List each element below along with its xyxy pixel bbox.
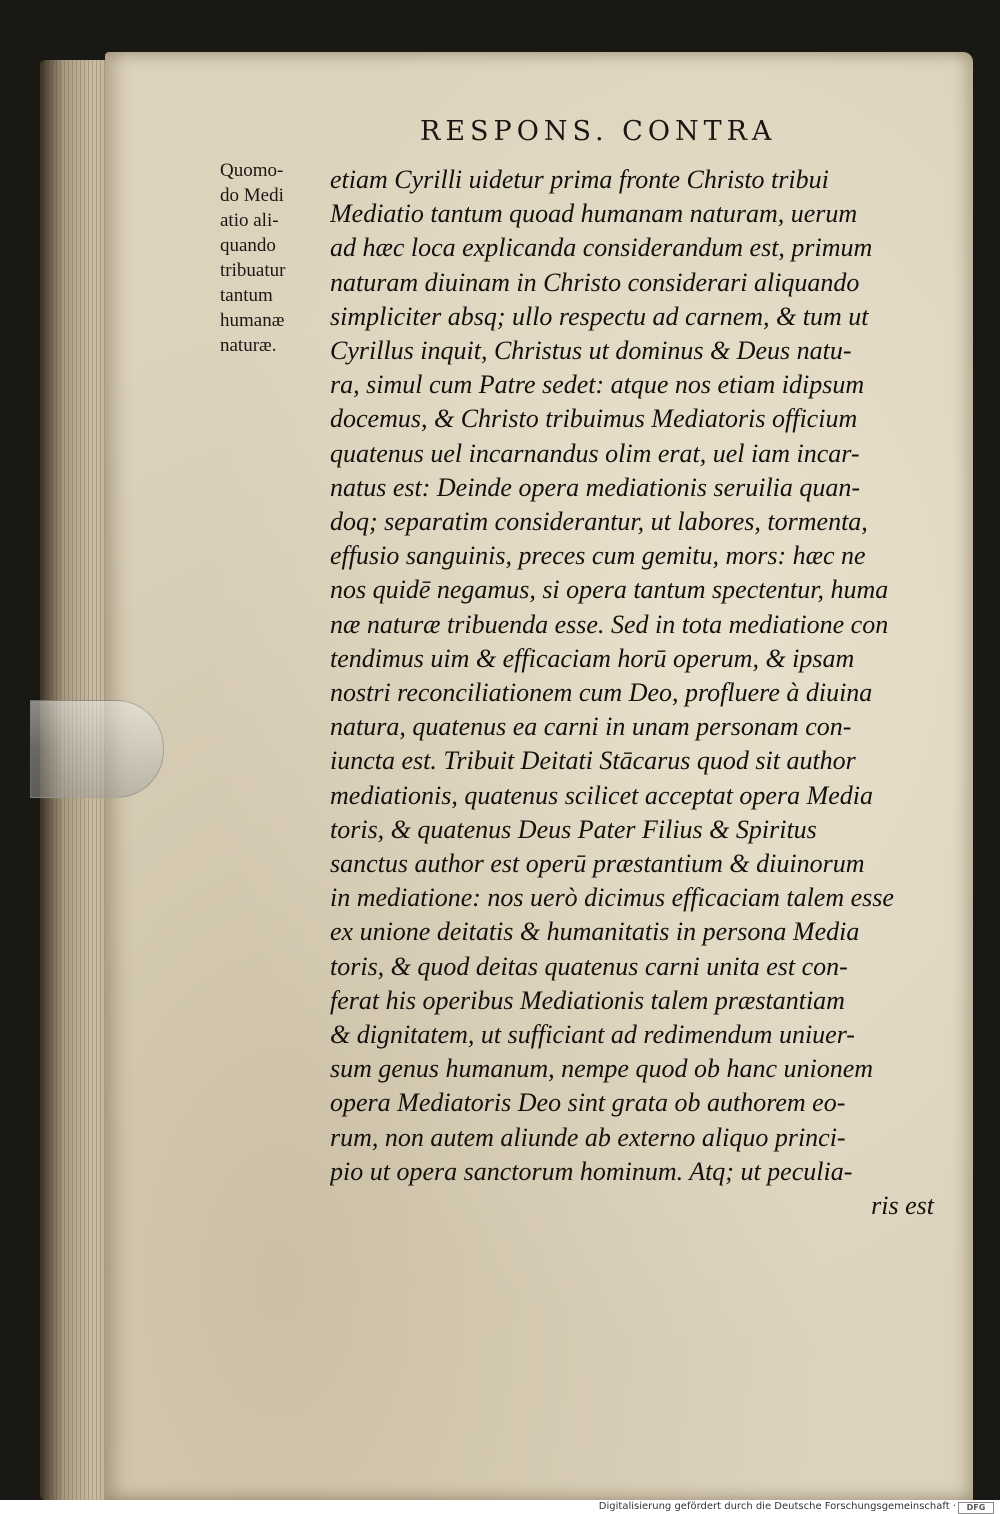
marginal-line: tribuatur — [220, 260, 286, 281]
text-line: natura, quatenus ea carni in unam personam con- — [330, 712, 852, 742]
text-line: sanctus author est operū præstantium & diuinorum — [330, 849, 865, 879]
text-line: opera Mediatoris Deo sint grata ob authorem eo- — [330, 1088, 846, 1118]
text-line: mediationis, quatenus scilicet acceptat opera Media — [330, 780, 873, 810]
page-clip — [30, 700, 164, 798]
text-line: naturam diuinam in Christo considerari aliquando — [330, 267, 860, 297]
marginal-line: Quomo- — [220, 160, 284, 181]
text-line: natus est: Deinde opera mediationis seruilia quan- — [330, 472, 861, 502]
text-line: Cyrillus inquit, Christus ut dominus & Deus natu- — [330, 336, 852, 366]
footer-bar — [0, 1500, 1000, 1514]
text-line: ferat his operibus Mediationis talem præstantiam — [330, 985, 845, 1015]
marginal-line: quando — [220, 235, 276, 256]
marginal-line: do Medi — [220, 185, 284, 206]
text-line: næ naturæ tribuenda esse. Sed in tota mediatione con — [330, 609, 889, 639]
text-line: ex unione deitatis & humanitatis in persona Media — [330, 917, 860, 947]
text-line: & dignitatem, ut sufficiant ad redimendum uniuer- — [330, 1020, 855, 1050]
text-line: simpliciter absq; ullo respectu ad carnem, & tum ut — [330, 301, 869, 331]
marginal-line: humanæ — [220, 310, 285, 331]
text-line: toris, & quatenus Deus Pater Filius & Spiritus — [330, 814, 817, 844]
text-line: in mediatione: nos uerò dicimus efficaciam talem esse — [330, 883, 894, 913]
text-line: nos quidē negamus, si opera tantum spectentur, huma — [330, 575, 889, 605]
text-line: etiam Cyrilli uidetur prima fronte Christo tribui — [330, 165, 829, 194]
text-line: pio ut opera sanctorum hominum. Atq; ut peculia- — [330, 1156, 853, 1186]
text-line: ad hæc loca explicanda considerandum est, primum — [330, 233, 873, 263]
marginal-note — [220, 158, 328, 358]
marginal-line: naturæ. — [220, 335, 277, 356]
text-line: nostri reconciliationem cum Deo, profluere à diuina — [330, 678, 873, 708]
running-head: RESPONS. CONTRA — [420, 116, 777, 147]
text-line: ra, simul cum Patre sedet: atque nos etiam idipsum — [330, 370, 865, 400]
text-line: rum, non autem aliunde ab externo aliquo princi- — [330, 1122, 846, 1152]
dfg-logo-icon: DFG — [958, 1502, 994, 1514]
catchword: ris est — [871, 1191, 934, 1221]
text-line: tendimus uim & efficaciam horū operum, & ipsam — [330, 643, 855, 673]
marginal-line: atio ali- — [220, 210, 279, 231]
text-line: docemus, & Christo tribuimus Mediatoris officium — [330, 404, 858, 434]
marginal-line: tantum — [220, 285, 273, 306]
text-line: Mediatio tantum quoad humanam naturam, uerum — [330, 199, 858, 229]
body-text — [330, 163, 940, 1223]
text-line: effusio sanguinis, preces cum gemitu, mors: hæc ne — [330, 541, 866, 571]
text-line: doq; separatim considerantur, ut labores, tormenta, — [330, 507, 868, 537]
footer-credit: Digitalisierung gefördert durch die Deutsche Forschungsgemeinschaft · — [598, 1501, 956, 1512]
text-line: iuncta est. Tribuit Deitati Stācarus quod sit author — [330, 746, 856, 776]
text-line: toris, & quod deitas quatenus carni unita est con- — [330, 951, 848, 981]
text-line: quatenus uel incarnandus olim erat, uel iam incar- — [330, 438, 860, 468]
text-line: sum genus humanum, nempe quod ob hanc unionem — [330, 1054, 874, 1084]
